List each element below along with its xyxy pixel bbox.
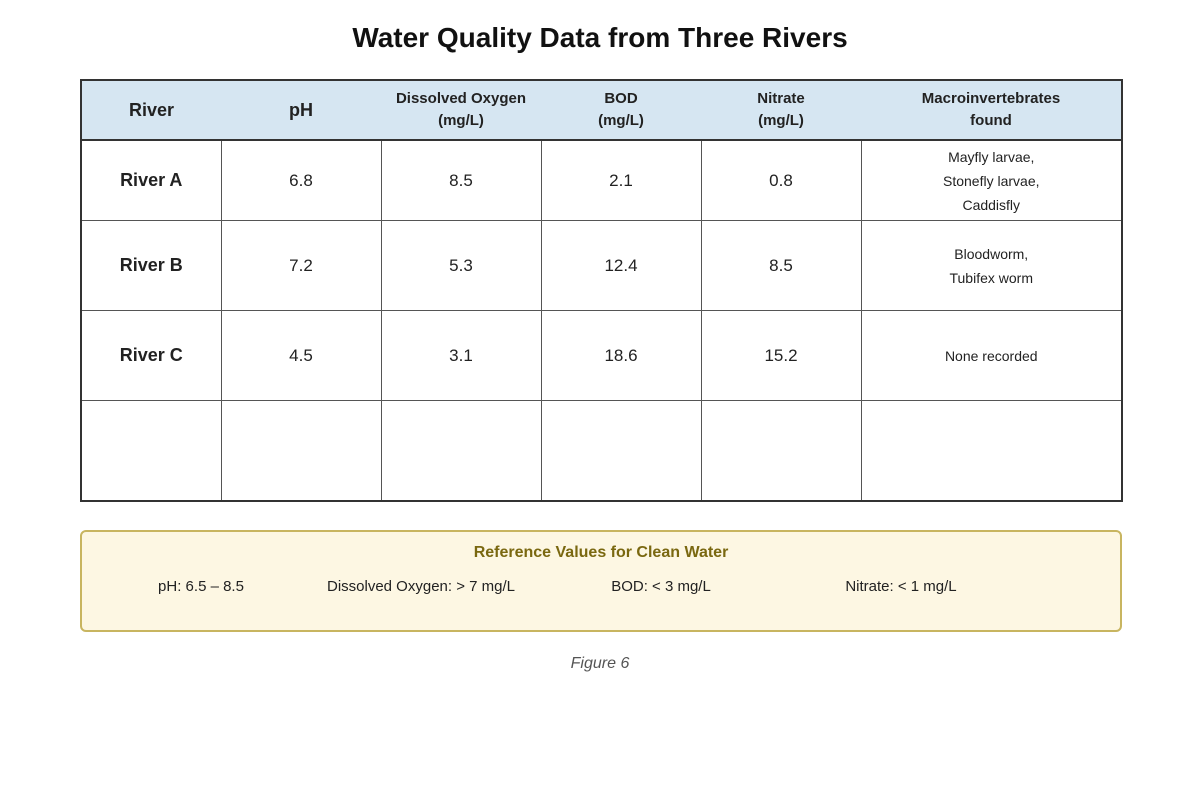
empty-cell	[81, 401, 221, 502]
cell-river: River C	[81, 311, 221, 401]
header-bod-label: BOD	[604, 90, 638, 107]
macro-item: Tubifex worm	[949, 269, 1033, 286]
cell-dissolved-oxygen: 5.3	[381, 221, 541, 311]
macro-item: Caddisfly	[962, 196, 1021, 213]
cell-ph: 4.5	[221, 311, 381, 401]
table-row-empty	[81, 401, 1122, 502]
cell-bod: 18.6	[541, 311, 701, 401]
header-nitrate-label: Nitrate	[757, 90, 805, 107]
table-row-river-b	[81, 221, 1122, 311]
cell-macroinvertebrates	[861, 311, 1122, 401]
reference-bod: BOD: < 3 mg/L	[611, 578, 711, 595]
empty-cell	[381, 401, 541, 502]
table-row-river-c	[81, 311, 1122, 401]
header-macroinvertebrates	[861, 80, 1122, 140]
header-dissolved-oxygen	[381, 80, 541, 140]
cell-macroinvertebrates	[861, 221, 1122, 311]
cell-nitrate: 0.8	[701, 140, 861, 221]
header-bod-unit: (mg/L)	[598, 112, 644, 129]
header-dissolved-oxygen-unit: (mg/L)	[438, 112, 484, 129]
header-river: River	[81, 80, 221, 140]
cell-dissolved-oxygen: 3.1	[381, 311, 541, 401]
macro-item: Bloodworm,	[954, 245, 1029, 262]
reference-ph: pH: 6.5 – 8.5	[158, 578, 244, 595]
cell-bod: 2.1	[541, 140, 701, 221]
empty-cell	[861, 401, 1122, 502]
reference-title: Reference Values for Clean Water	[473, 544, 729, 561]
cell-macroinvertebrates	[861, 140, 1122, 221]
cell-dissolved-oxygen: 8.5	[381, 140, 541, 221]
cell-river: River A	[81, 140, 221, 221]
page-title: Water Quality Data from Three Rivers	[352, 22, 848, 53]
empty-cell	[221, 401, 381, 502]
header-macroinvertebrates-label: Macroinvertebrates	[921, 90, 1061, 107]
figure-caption: Figure 6	[570, 655, 630, 672]
water-quality-table	[80, 79, 1123, 502]
header-ph: pH	[221, 80, 381, 140]
reference-values-box	[80, 530, 1122, 632]
header-dissolved-oxygen-label: Dissolved Oxygen	[395, 90, 527, 107]
cell-river: River B	[81, 221, 221, 311]
cell-nitrate: 8.5	[701, 221, 861, 311]
cell-ph: 6.8	[221, 140, 381, 221]
header-bod	[541, 80, 701, 140]
header-nitrate-unit: (mg/L)	[758, 112, 804, 129]
macro-item: None recorded	[944, 347, 1038, 364]
cell-bod: 12.4	[541, 221, 701, 311]
reference-dissolved-oxygen: Dissolved Oxygen: > 7 mg/L	[326, 578, 516, 595]
header-macroinvertebrates-suffix: found	[970, 112, 1012, 129]
cell-nitrate: 15.2	[701, 311, 861, 401]
reference-nitrate: Nitrate: < 1 mg/L	[845, 578, 957, 595]
table-header-row	[81, 80, 1122, 140]
macro-item: Mayfly larvae,	[948, 148, 1035, 165]
header-nitrate	[701, 80, 861, 140]
cell-ph: 7.2	[221, 221, 381, 311]
table-row-river-a	[81, 140, 1122, 221]
macro-item: Stonefly larvae,	[943, 172, 1040, 189]
empty-cell	[701, 401, 861, 502]
empty-cell	[541, 401, 701, 502]
